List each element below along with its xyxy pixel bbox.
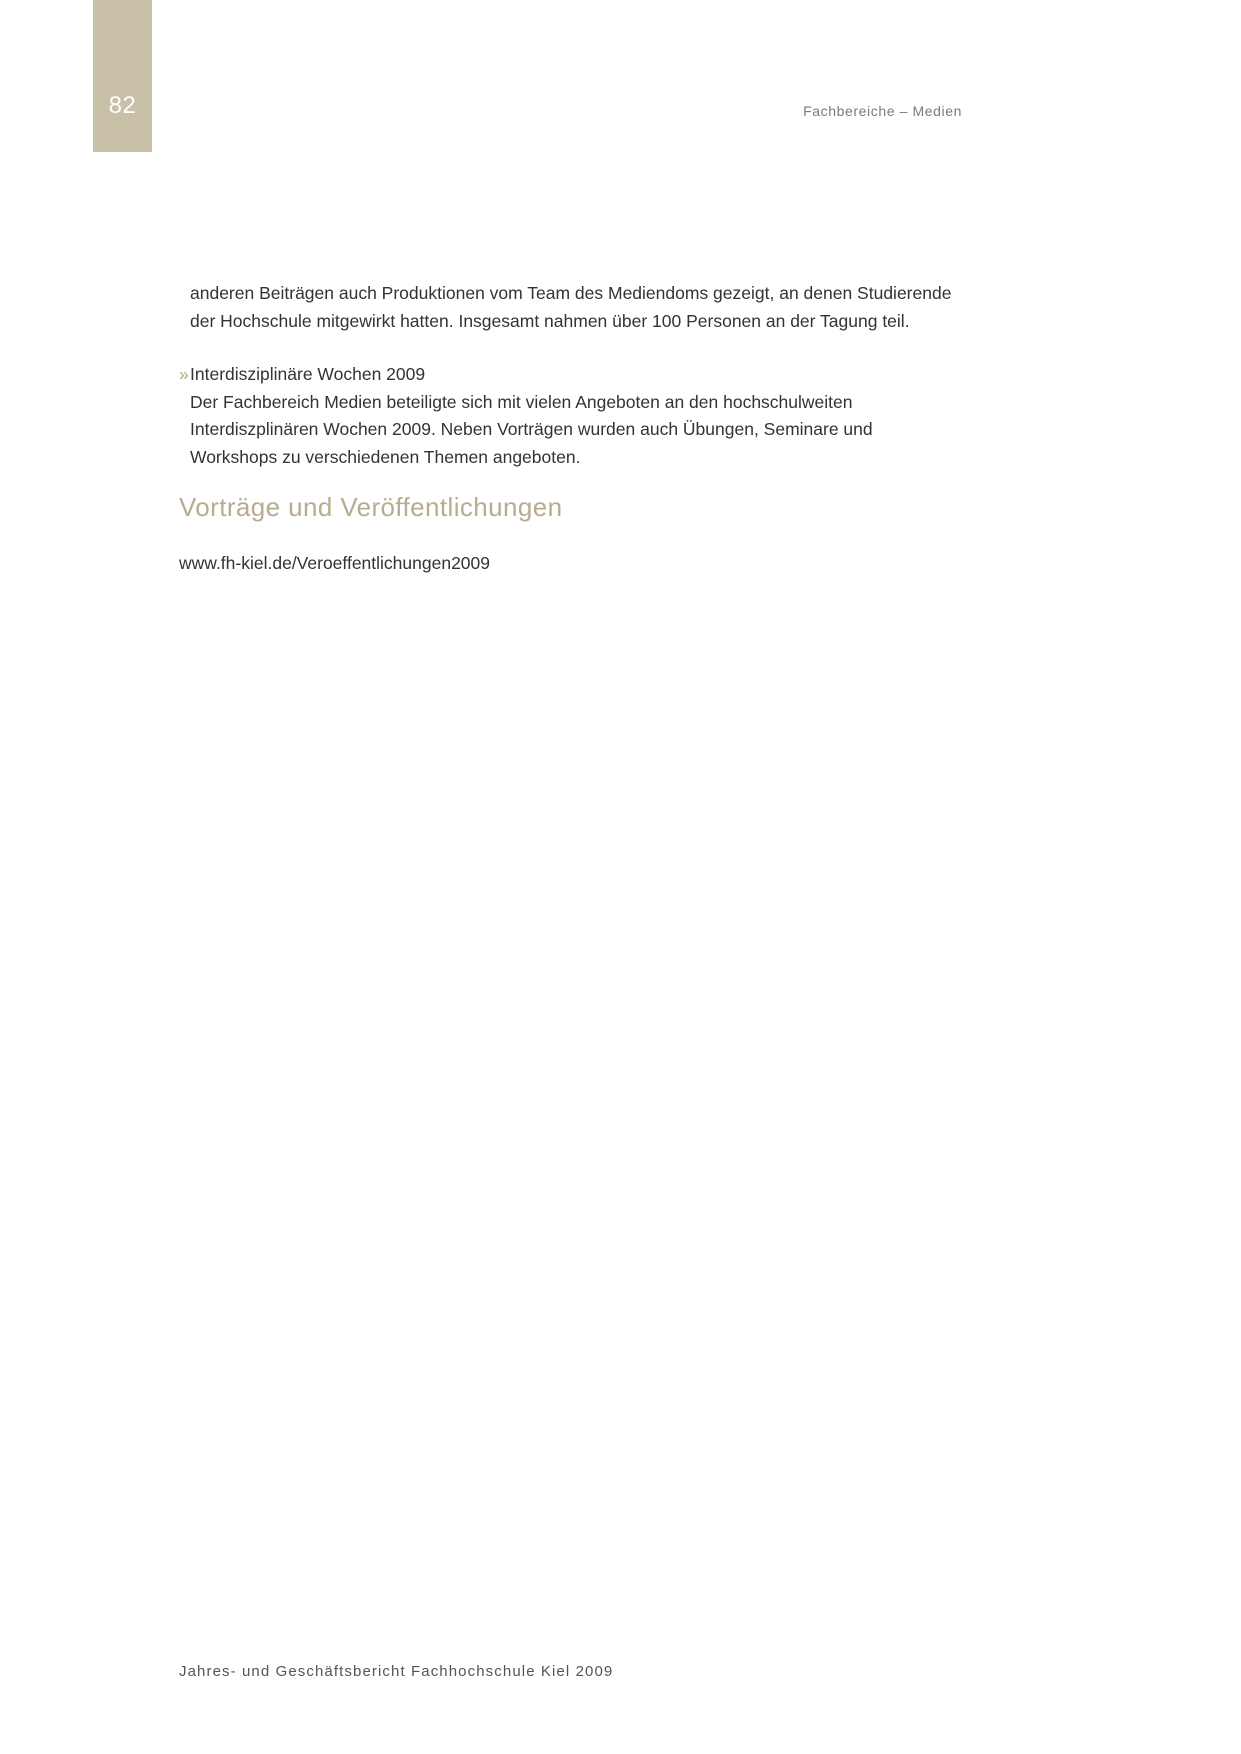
- bullet-item: [179, 361, 979, 471]
- page-number: 82: [108, 92, 137, 119]
- paragraph-continued: [179, 280, 979, 335]
- section-heading: Vorträge und Veröffentlichungen: [179, 492, 563, 522]
- bullet-title: Interdisziplinäre Wochen 2009: [190, 364, 426, 384]
- bullet-line: Der Fachbereich Medien beteiligte sich mit vielen Angeboten an den hochschulweiten: [190, 391, 853, 412]
- running-header: Fachbereiche – Medien: [803, 103, 962, 119]
- bullet-marker: »: [179, 364, 189, 384]
- page-footer: Jahres- und Geschäftsbericht Fachhochschule Kiel 2009: [179, 1663, 614, 1680]
- page-number-tab: [93, 0, 152, 152]
- main-content: [179, 280, 979, 471]
- paragraph-line: anderen Beiträgen auch Produktionen vom Team des Mediendoms gezeigt, an denen Studierende: [190, 283, 952, 303]
- bullet-line: Interdiszplinären Wochen 2009. Neben Vorträgen wurden auch Übungen, Seminare und: [190, 419, 873, 439]
- paragraph-line: der Hochschule mitgewirkt hatten. Insgesamt nahmen über 100 Personen an der Tagung teil.: [190, 310, 910, 331]
- publications-link[interactable]: www.fh-kiel.de/Veroeffentlichungen2009: [179, 553, 491, 573]
- bullet-line: Workshops zu verschiedenen Themen angeboten.: [190, 446, 581, 467]
